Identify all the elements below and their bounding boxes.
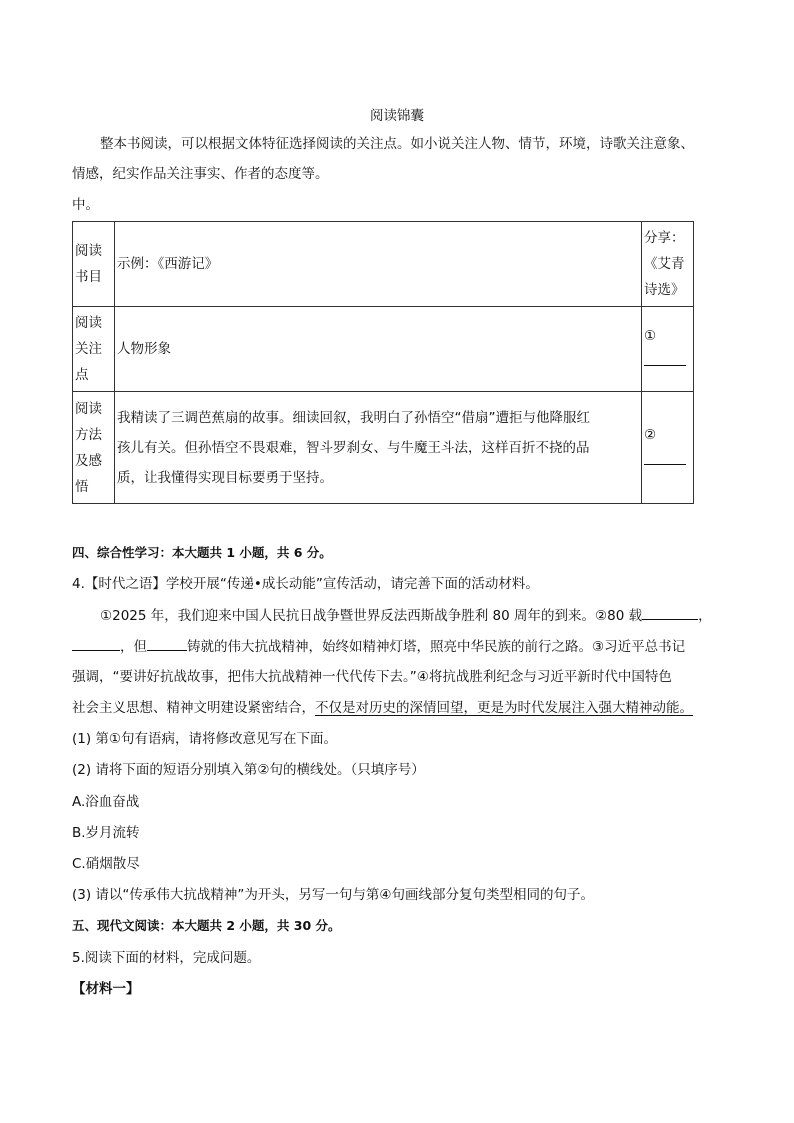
example-cell: 我精读了三调芭蕉扇的故事。细读回叙，我明白了孙悟空“借扇”遭拒与他降服红 孩儿有关。但孙悟空不畏艰难，智斗罗刹女、与牛魔王斗法，这样百折不挠的品 质，让我懂得实现目标要勇于坚持。 (115, 392, 642, 504)
section-4-heading: 四、综合性学习：本大题共 1 小题，共 6 分。 (72, 545, 332, 560)
table-row (73, 392, 694, 504)
answer-blank[interactable] (644, 351, 686, 366)
question-4-paragraph-line3: 强调，“要讲好抗战故事，把伟大抗战精神一代代传下去。”④将抗战胜利纪念与习近平新时代中国特色 (72, 669, 672, 685)
row-header: 阅读 书目 (73, 222, 115, 307)
answer-cell-2[interactable]: ② (642, 392, 694, 504)
fill-blank-2[interactable] (72, 636, 120, 651)
intro-text-continued: 情感，纪实作品关注事实、作者的态度等。 (72, 166, 329, 182)
share-cell: 分享： 《艾青 诗选》 (642, 222, 694, 307)
underlined-clause: 不仅是对历史的深情回望，更是为时代发展注入强大精神动能。 (315, 700, 693, 716)
question-5-intro: 5.阅读下面的材料，完成问题。 (72, 950, 261, 966)
sub-question-2: (2) 请将下面的短语分别填入第②句的横线处。（只填序号） (72, 762, 425, 778)
section-title: 阅读锦囊 (370, 108, 424, 124)
answer-cell-1[interactable]: ① (642, 307, 694, 392)
material-1-label: 【材料一】 (72, 981, 140, 997)
question-4-paragraph-line4: 社会主义思想、精神文明建设紧密结合，不仅是对历史的深情回望，更是为时代发展注入强大精神动能。 (72, 700, 693, 716)
question-4-paragraph: ①2025 年，我们迎来中国人民抗日战争暨世界反法西斯战争胜利 80 周年的到来。②80 载 ， (100, 605, 712, 626)
section-5-heading: 五、现代文阅读：本大题共 2 小题，共 30 分。 (72, 918, 341, 933)
option-c: C.硝烟散尽 (72, 856, 140, 872)
table-row (73, 222, 694, 307)
option-b: B.岁月流转 (72, 825, 140, 841)
reading-table (72, 221, 694, 504)
option-a: A.浴血奋战 (72, 794, 140, 810)
table-row (73, 307, 694, 392)
fill-blank-1[interactable] (642, 605, 698, 620)
sub-question-1: (1) 第①句有语病，请将修改意见写在下面。 (72, 731, 338, 747)
example-cell: 人物形象 (115, 307, 642, 392)
row-header: 阅读 方法 及感 悟 (73, 392, 115, 504)
answer-blank[interactable] (644, 450, 686, 465)
sub-question-3: (3) 请以“传承伟大抗战精神”为开头，另写一句与第④句画线部分复句类型相同的句子。 (72, 887, 595, 903)
example-cell: 示例：《西游记》 (115, 222, 642, 307)
intro-text-end: 中。 (72, 197, 99, 213)
question-4-intro: 4.【时代之语】学校开展“传递•成长动能”宣传活动，请完善下面的活动材料。 (72, 576, 539, 592)
fill-blank-3[interactable] (147, 636, 187, 651)
row-header: 阅读 关注 点 (73, 307, 115, 392)
intro-text: 整本书阅读，可以根据文体特征选择阅读的关注点。如小说关注人物、情节，环境，诗歌关注意象、 (100, 136, 694, 152)
question-4-paragraph-line2: ，但 铸就的伟大抗战精神，始终如精神灯塔，照亮中华民族的前行之路。③习近平总书记 (72, 636, 685, 657)
